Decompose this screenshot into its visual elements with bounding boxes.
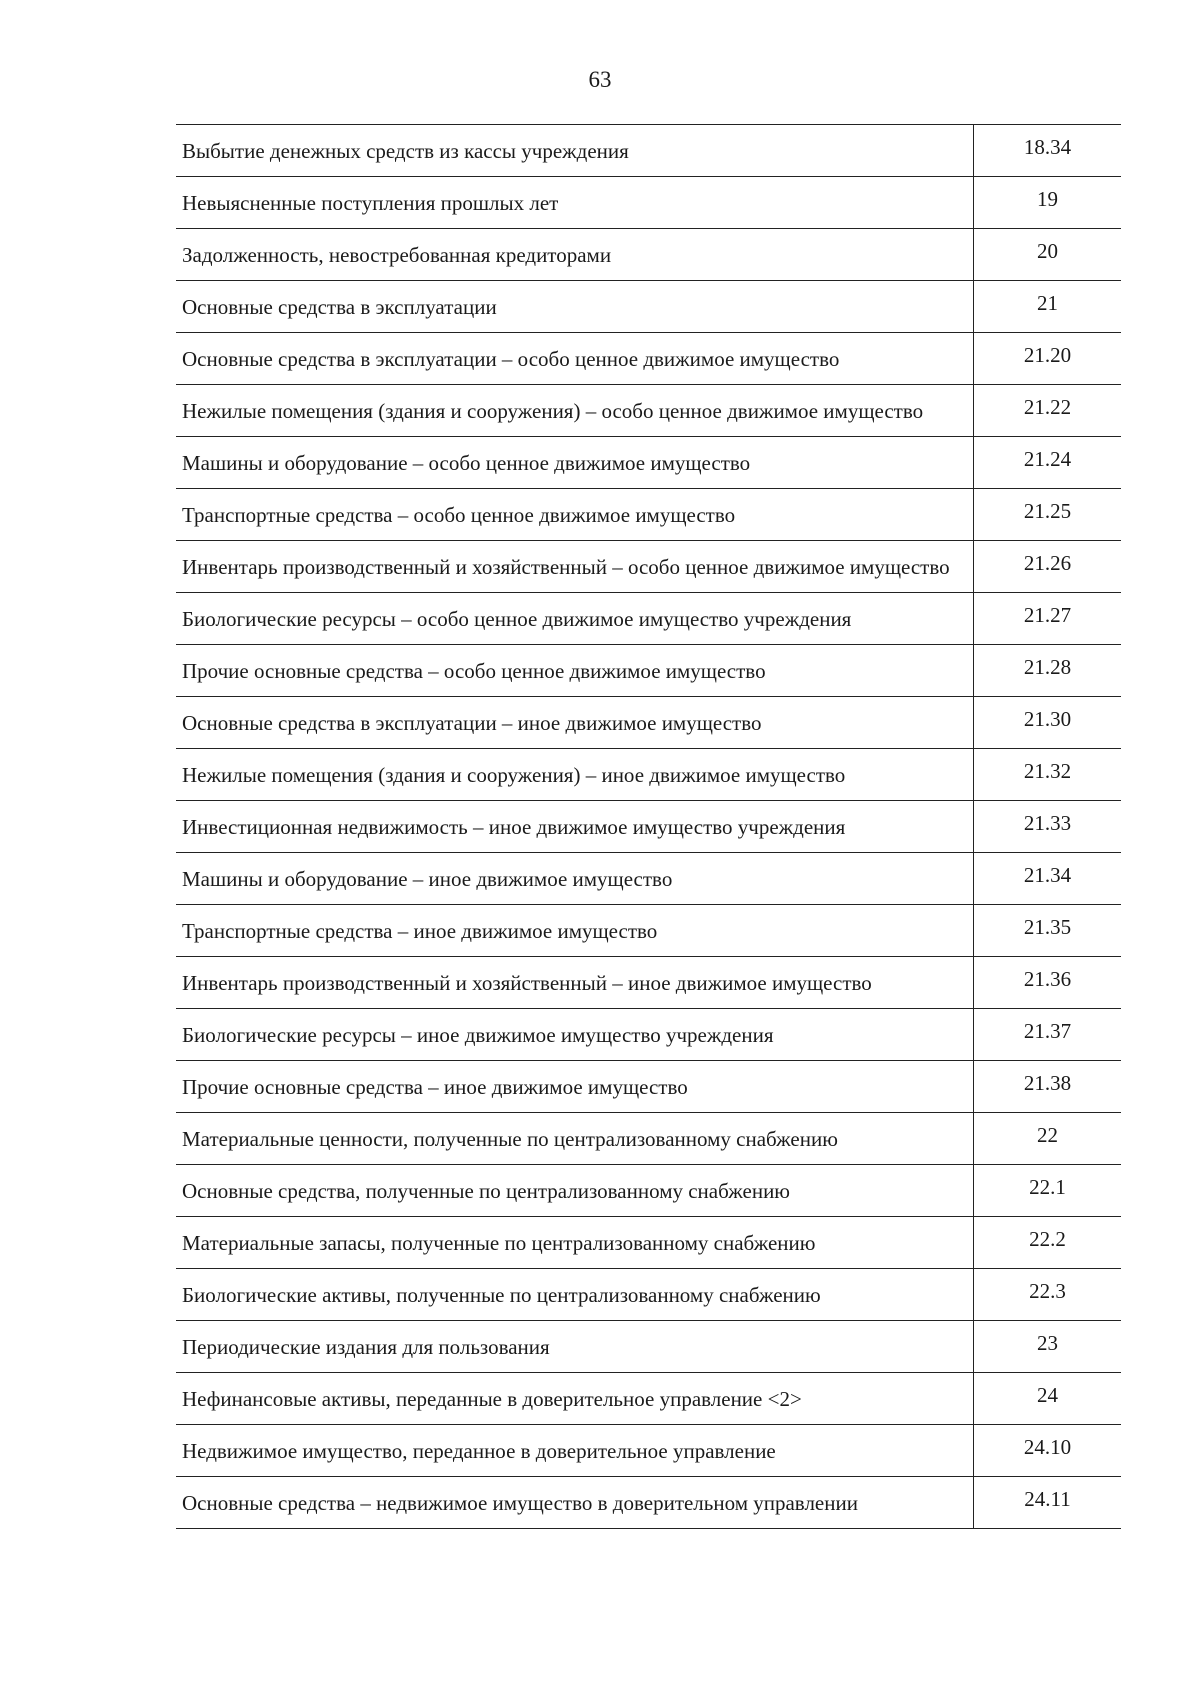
- account-name-cell: Недвижимое имущество, переданное в доверительное управление: [176, 1425, 974, 1476]
- account-code-cell: 21.36: [1023, 967, 1072, 991]
- table-row: [176, 956, 1121, 1008]
- account-name-cell: Основные средства в эксплуатации – особо ценное движимое имущество: [176, 333, 974, 384]
- account-code-cell: 19: [1037, 187, 1058, 211]
- account-code-cell: 21.32: [1023, 759, 1072, 783]
- account-name-cell: Прочие основные средства – особо ценное движимое имущество: [176, 645, 974, 696]
- table-row: [176, 696, 1121, 748]
- table-row: [176, 1112, 1121, 1164]
- account-code-cell: 21.37: [1023, 1019, 1072, 1043]
- account-name-cell: Выбытие денежных средств из кассы учреждения: [176, 125, 974, 176]
- account-code-cell: 21: [1037, 291, 1058, 315]
- account-name-cell: Машины и оборудование – особо ценное движимое имущество: [176, 437, 974, 488]
- table-row: [176, 1060, 1121, 1112]
- table-row: [176, 436, 1121, 488]
- table-row: [176, 332, 1121, 384]
- account-code-cell: 24: [1037, 1383, 1058, 1407]
- account-name-cell: Транспортные средства – особо ценное движимое имущество: [176, 489, 974, 540]
- table-row: [176, 228, 1121, 280]
- table-row: [176, 1268, 1121, 1320]
- page-number: 63: [588, 67, 612, 92]
- account-name-cell: Прочие основные средства – иное движимое имущество: [176, 1061, 974, 1112]
- account-name-cell: Основные средства в эксплуатации – иное движимое имущество: [176, 697, 974, 748]
- account-name-cell: Нежилые помещения (здания и сооружения) – особо ценное движимое имущество: [176, 385, 974, 436]
- account-code-cell: 21.28: [1023, 655, 1072, 679]
- account-code-cell: 22.2: [1029, 1227, 1066, 1251]
- account-name-cell: Материальные запасы, полученные по централизованному снабжению: [176, 1217, 974, 1268]
- account-name-cell: Невыясненные поступления прошлых лет: [176, 177, 974, 228]
- account-name-cell: Транспортные средства – иное движимое имущество: [176, 905, 974, 956]
- account-name-cell: Задолженность, невостребованная кредиторами: [176, 229, 974, 280]
- account-name-cell: Инвентарь производственный и хозяйственный – особо ценное движимое имущество: [176, 541, 974, 592]
- table-row: [176, 592, 1121, 644]
- account-code-cell: 21.33: [1023, 811, 1072, 835]
- account-name-cell: Биологические ресурсы – особо ценное движимое имущество учреждения: [176, 593, 974, 644]
- table-row: [176, 1164, 1121, 1216]
- table-row: [176, 488, 1121, 540]
- table-row: [176, 280, 1121, 332]
- table-row: [176, 176, 1121, 228]
- table-row: [176, 1008, 1121, 1060]
- account-code-cell: 21.35: [1023, 915, 1072, 939]
- table-row: [176, 904, 1121, 956]
- table-row: [176, 748, 1121, 800]
- account-code-cell: 23: [1037, 1331, 1058, 1355]
- account-name-cell: Периодические издания для пользования: [176, 1321, 974, 1372]
- account-name-cell: Основные средства – недвижимое имущество в доверительном управлении: [176, 1477, 974, 1528]
- account-code-cell: 22.3: [1029, 1279, 1066, 1303]
- table-row: [176, 1372, 1121, 1424]
- table-row: [176, 1320, 1121, 1372]
- table-row: [176, 644, 1121, 696]
- account-code-cell: 22.1: [1029, 1175, 1066, 1199]
- account-code-cell: 21.24: [1023, 447, 1072, 471]
- account-name-cell: Нежилые помещения (здания и сооружения) – иное движимое имущество: [176, 749, 974, 800]
- account-name-cell: Биологические активы, полученные по централизованному снабжению: [176, 1269, 974, 1320]
- account-code-cell: 24.10: [1023, 1435, 1072, 1459]
- account-code-cell: 21.20: [1023, 343, 1072, 367]
- table-row: [176, 852, 1121, 904]
- account-code-cell: 24.11: [1024, 1487, 1071, 1511]
- table-row: [176, 540, 1121, 592]
- account-name-cell: Материальные ценности, полученные по централизованному снабжению: [176, 1113, 974, 1164]
- table-row: [176, 1424, 1121, 1476]
- account-code-cell: 21.38: [1023, 1071, 1072, 1095]
- table-row: [176, 125, 1121, 176]
- table-row: [176, 1216, 1121, 1268]
- table-row: [176, 800, 1121, 852]
- account-code-cell: 21.30: [1023, 707, 1072, 731]
- account-name-cell: Основные средства в эксплуатации: [176, 281, 974, 332]
- account-code-cell: 21.34: [1023, 863, 1072, 887]
- account-code-cell: 21.26: [1023, 551, 1072, 575]
- account-code-cell: 18.34: [1023, 135, 1072, 159]
- account-name-cell: Нефинансовые активы, переданные в доверительное управление <2>: [176, 1373, 974, 1424]
- accounts-table: [176, 124, 1121, 1529]
- account-code-cell: 21.27: [1023, 603, 1072, 627]
- account-code-cell: 22: [1037, 1123, 1058, 1147]
- table-row: [176, 384, 1121, 436]
- account-name-cell: Инвестиционная недвижимость – иное движимое имущество учреждения: [176, 801, 974, 852]
- table-row: [176, 1476, 1121, 1528]
- account-name-cell: Инвентарь производственный и хозяйственный – иное движимое имущество: [176, 957, 974, 1008]
- account-code-cell: 20: [1037, 239, 1058, 263]
- account-name-cell: Биологические ресурсы – иное движимое имущество учреждения: [176, 1009, 974, 1060]
- account-name-cell: Основные средства, полученные по централизованному снабжению: [176, 1165, 974, 1216]
- account-name-cell: Машины и оборудование – иное движимое имущество: [176, 853, 974, 904]
- account-code-cell: 21.25: [1023, 499, 1072, 523]
- account-code-cell: 21.22: [1023, 395, 1072, 419]
